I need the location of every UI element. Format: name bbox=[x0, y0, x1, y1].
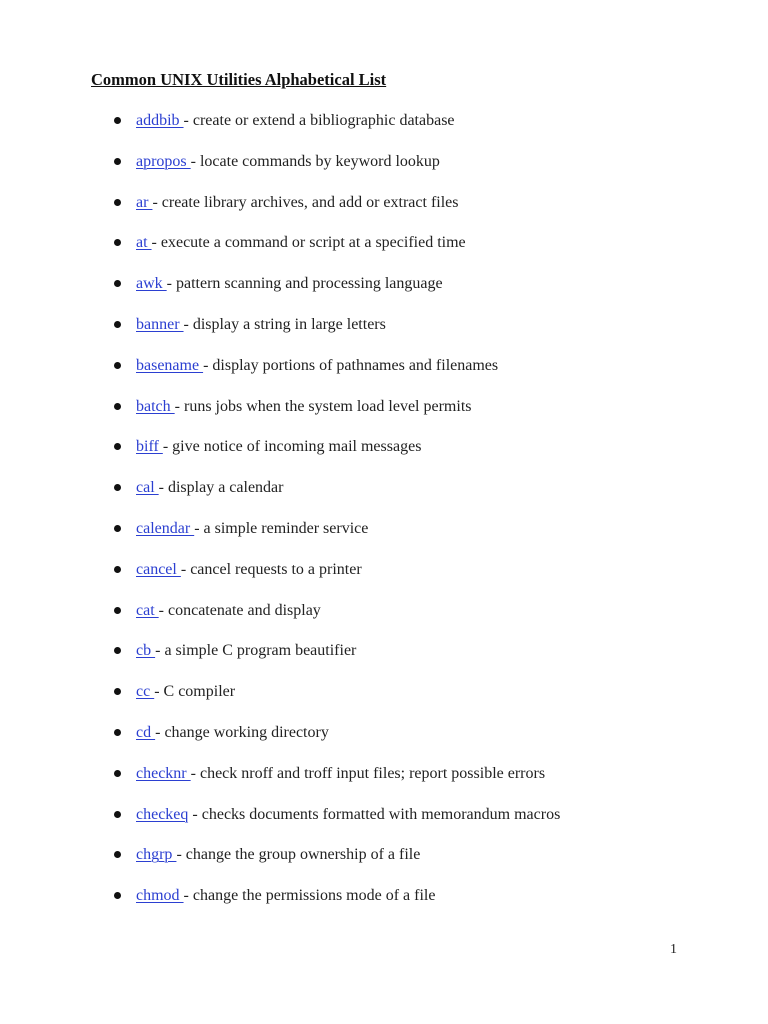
command-description: check nroff and troff input files; report possible errors bbox=[199, 764, 546, 782]
page-number: 1 bbox=[670, 942, 677, 957]
command-description: pattern scanning and processing language bbox=[175, 275, 443, 293]
separator-dash: - bbox=[151, 234, 161, 252]
command-description: change the permissions mode of a file bbox=[192, 887, 436, 905]
list-item-text bbox=[136, 107, 455, 135]
command-link[interactable]: basename bbox=[136, 356, 204, 374]
separator-dash: - bbox=[155, 723, 165, 741]
list-item-text bbox=[136, 637, 356, 665]
command-link[interactable]: cancel bbox=[136, 560, 181, 578]
bullet-icon bbox=[114, 484, 121, 491]
list-item-text bbox=[136, 229, 466, 257]
separator-dash: - bbox=[194, 519, 204, 537]
bullet-icon bbox=[114, 321, 121, 328]
command-link[interactable]: banner bbox=[136, 315, 184, 333]
separator-dash: - bbox=[162, 438, 173, 456]
separator-dash: - bbox=[155, 642, 165, 660]
list-item-text bbox=[136, 801, 560, 829]
separator-dash: - bbox=[158, 601, 168, 619]
bullet-icon bbox=[114, 443, 121, 450]
list-item-text bbox=[136, 393, 472, 421]
command-description: display a calendar bbox=[167, 479, 284, 497]
command-description: runs jobs when the system load level permits bbox=[183, 397, 472, 415]
command-link[interactable]: ar bbox=[136, 193, 153, 211]
command-description: display portions of pathnames and filenames bbox=[212, 356, 499, 374]
list-item-text bbox=[136, 760, 545, 788]
document-title: Common UNIX Utilities Alphabetical List bbox=[91, 70, 387, 89]
separator-dash: - bbox=[174, 397, 184, 415]
list-item-text bbox=[136, 474, 283, 502]
bullet-icon bbox=[114, 280, 121, 287]
list-item-text bbox=[136, 678, 235, 706]
command-description: checks documents formatted with memorandum macros bbox=[201, 805, 561, 823]
separator-dash: - bbox=[152, 193, 162, 211]
command-description: give notice of incoming mail messages bbox=[172, 438, 422, 456]
bullet-icon bbox=[114, 158, 121, 165]
command-description: a simple C program beautifier bbox=[164, 642, 357, 660]
separator-dash: - bbox=[203, 356, 213, 374]
bullet-icon bbox=[114, 851, 121, 858]
bullet-icon bbox=[114, 892, 121, 899]
command-link[interactable]: calendar bbox=[136, 519, 195, 537]
command-description: C compiler bbox=[163, 683, 236, 701]
command-description: change the group ownership of a file bbox=[185, 846, 421, 864]
command-link[interactable]: cal bbox=[136, 479, 159, 497]
separator-dash: - bbox=[190, 764, 200, 782]
command-link[interactable]: batch bbox=[136, 397, 175, 415]
separator-dash: - bbox=[183, 315, 193, 333]
separator-dash: - bbox=[158, 479, 168, 497]
bullet-icon bbox=[114, 199, 121, 206]
bullet-icon bbox=[114, 239, 121, 246]
bullet-icon bbox=[114, 811, 121, 818]
bullet-icon bbox=[114, 525, 121, 532]
separator-dash: - bbox=[180, 560, 191, 578]
command-link[interactable]: cat bbox=[136, 601, 159, 619]
list-item-text bbox=[136, 433, 421, 461]
command-link[interactable]: cd bbox=[136, 723, 156, 741]
list-item-text bbox=[136, 556, 362, 584]
command-link[interactable]: checknr bbox=[136, 764, 191, 782]
separator-dash: - bbox=[176, 846, 186, 864]
separator-dash: - bbox=[183, 112, 193, 129]
command-link[interactable]: at bbox=[136, 234, 152, 252]
bullet-icon bbox=[114, 688, 121, 695]
command-link[interactable]: chgrp bbox=[136, 846, 177, 864]
command-link[interactable]: chmod bbox=[136, 887, 184, 905]
separator-dash: - bbox=[188, 805, 202, 823]
command-link[interactable]: biff bbox=[136, 438, 163, 456]
list-item-text bbox=[136, 841, 420, 869]
bullet-icon bbox=[114, 647, 121, 654]
bullet-icon bbox=[114, 566, 121, 573]
command-description: concatenate and display bbox=[167, 601, 321, 619]
bullet-icon bbox=[114, 770, 121, 777]
list-item-text bbox=[136, 148, 440, 176]
command-description: execute a command or script at a specified time bbox=[160, 234, 466, 252]
command-description: change working directory bbox=[164, 723, 329, 741]
command-link[interactable]: addbib bbox=[136, 112, 184, 129]
list-item-text bbox=[136, 189, 459, 217]
separator-dash: - bbox=[166, 275, 176, 293]
command-description: cancel requests to a printer bbox=[190, 560, 362, 578]
list-item-text bbox=[136, 719, 329, 747]
list-item-text bbox=[136, 270, 443, 298]
separator-dash: - bbox=[190, 152, 200, 170]
separator-dash: - bbox=[154, 683, 164, 701]
bullet-icon bbox=[114, 362, 121, 369]
list-item-text bbox=[136, 352, 498, 380]
list-item-text bbox=[136, 597, 321, 625]
command-link[interactable]: cb bbox=[136, 642, 156, 660]
command-link[interactable]: apropos bbox=[136, 152, 191, 170]
bullet-icon bbox=[114, 403, 121, 410]
bullet-icon bbox=[114, 607, 121, 614]
bullet-icon bbox=[114, 117, 121, 124]
command-description: locate commands by keyword lookup bbox=[199, 152, 440, 170]
list-item-text bbox=[136, 311, 386, 339]
command-description: a simple reminder service bbox=[203, 519, 369, 537]
command-link[interactable]: awk bbox=[136, 275, 167, 293]
list-item-text bbox=[136, 882, 435, 910]
command-description: display a string in large letters bbox=[192, 315, 386, 333]
separator-dash: - bbox=[183, 887, 193, 905]
list-item-text bbox=[136, 515, 368, 543]
command-description: create library archives, and add or extract files bbox=[161, 193, 459, 211]
command-link[interactable]: checkeq bbox=[136, 805, 189, 823]
command-link[interactable]: cc bbox=[136, 683, 155, 701]
command-description: create or extend a bibliographic database bbox=[192, 112, 455, 129]
bullet-icon bbox=[114, 729, 121, 736]
